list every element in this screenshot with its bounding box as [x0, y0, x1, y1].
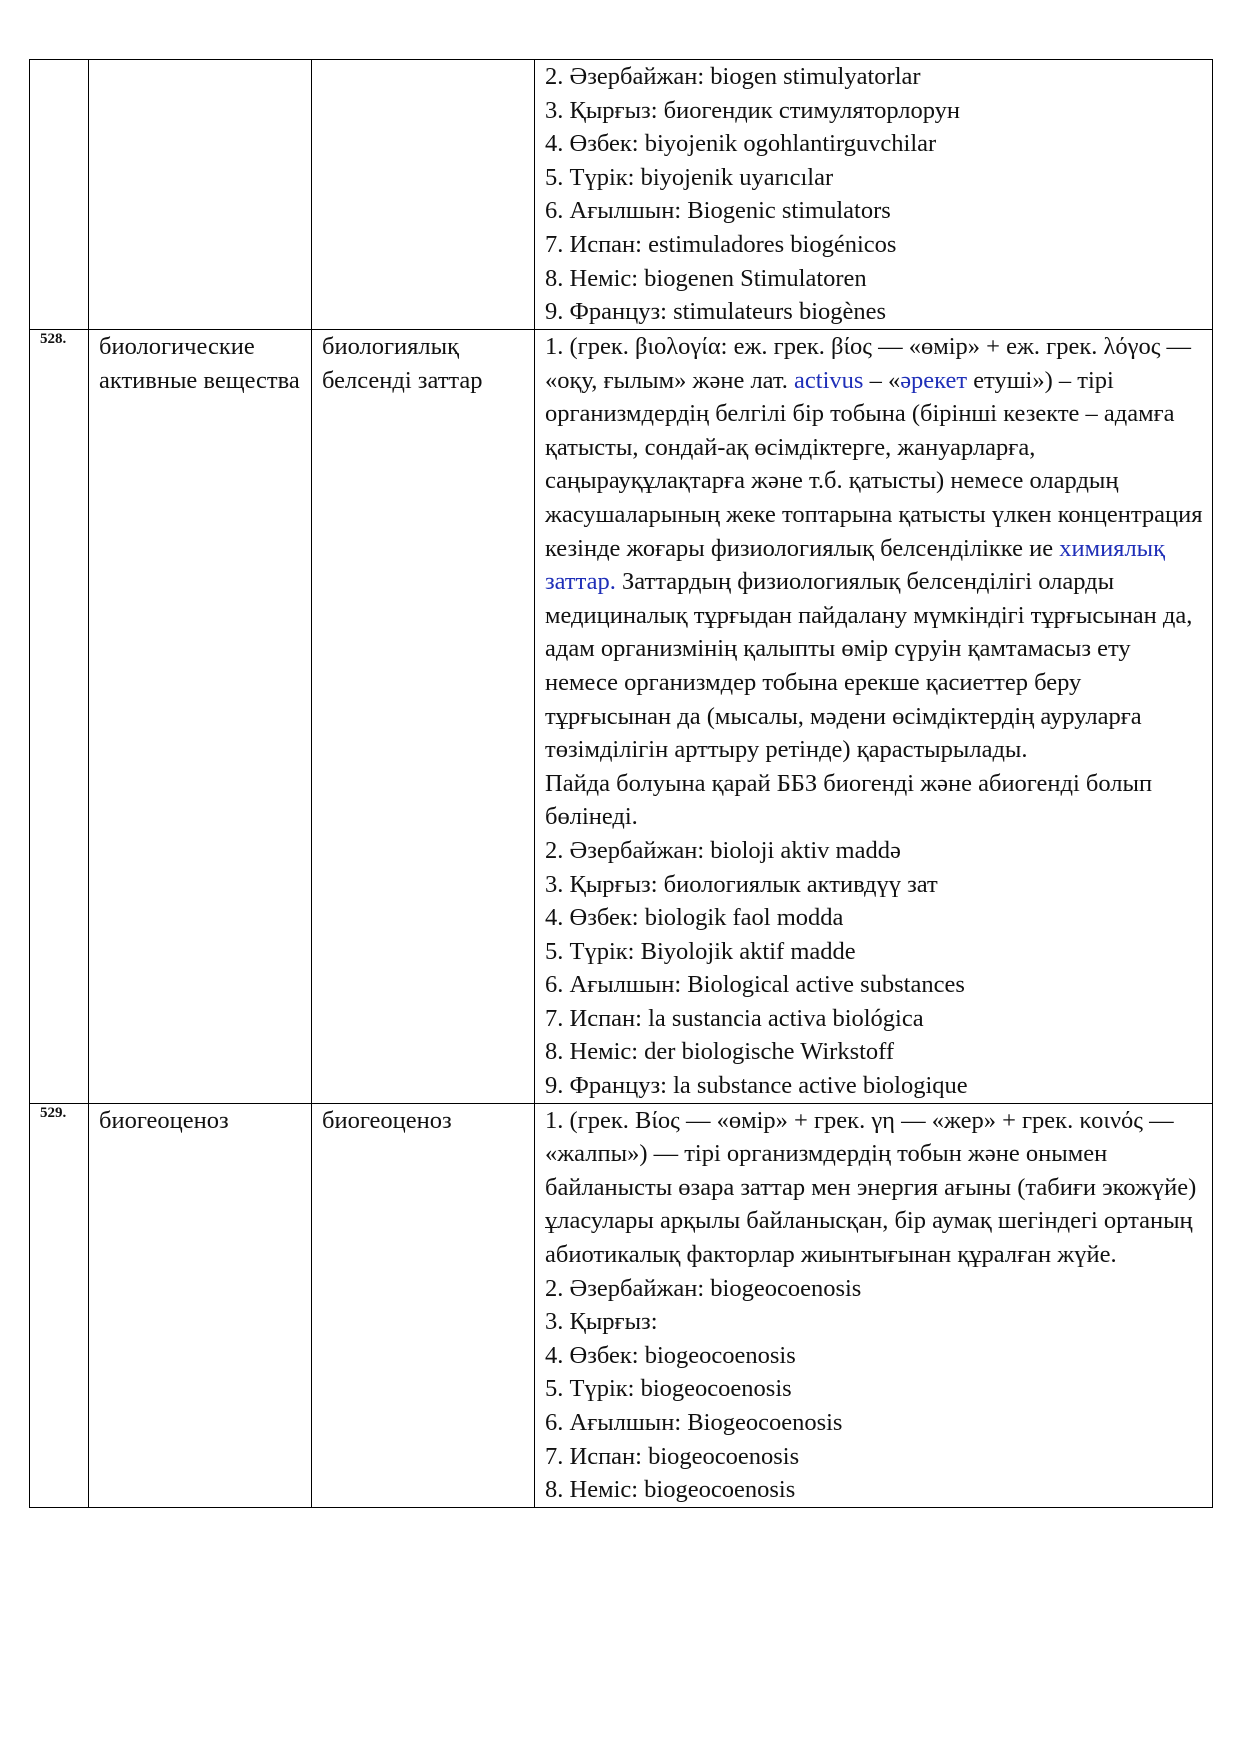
- translation-line: 6. Ағылшын: Biogenic stimulators: [545, 197, 891, 225]
- translation-line: 6. Ағылшын: Biogeocoenosis: [545, 1409, 843, 1436]
- definition-text: – «: [863, 366, 901, 394]
- link-areket[interactable]: әрекет: [900, 366, 968, 394]
- link-chemical-substances[interactable]: химиялық заттар.: [545, 534, 1166, 596]
- translation-line: 4. Өзбек: biologik faol modda: [545, 904, 844, 932]
- term-kk: [312, 330, 535, 1104]
- definition-text: Заттардың физиологиялық белсенділігі оларды медициналық тұрғыдан пайдалану мүмкіндігі тұрғысынан да, адам организмінің қалыпты өмір сүруін қамтамасыз ету немесе организмдер тобына ерекше қасиеттер беру тұрғысынан да (мысалы, мәдени өсімдіктердің ауруларға төзімділігін арттыру ретінде) қарастырылады.: [545, 568, 1193, 764]
- translation-line: 2. Әзербайжан: biogen stimulyatorlar: [545, 63, 921, 90]
- term-kk: [312, 1103, 535, 1507]
- term-ru-cell: [89, 60, 312, 330]
- term-kk-cell: [312, 60, 535, 330]
- term-kk-text: биологиялық белсенді заттар: [322, 333, 483, 394]
- definition-text: 1. (грек. βιολογία: еж. грек. βίος — «өмір» + еж. грек. λόγος — «оқу, ғылым» және лат.: [545, 333, 1192, 394]
- definition-cell: [535, 60, 1213, 330]
- definition-paragraph-2: Пайда болуына қарай ББЗ биогенді және абиогенді болып бөлінеді.: [545, 769, 1153, 831]
- definition-paragraph: 1. (грек. Bίος — «өмір» + грек. γη — «жер» + грек. κοινός — «жалпы») — тірі организмдердің тобын және онымен байланысты өзара заттар мен энергия ағыны (табиғи экожүйе) ұласулары арқылы байланысқан, бір аумақ шегіндегі ортаның абиотикалық факторлар жиынтығынан құралған жүйе.: [545, 1106, 1197, 1269]
- translation-line: 9. Француз: stimulateurs biogènes: [545, 298, 887, 326]
- translation-line: 8. Неміс: biogenen Stimulatoren: [545, 264, 867, 292]
- glossary-table: [29, 59, 1213, 1508]
- translation-line: 8. Неміс: biogeocoenosis: [545, 1476, 796, 1504]
- entry-number: 528.: [30, 330, 89, 1104]
- translation-line: 9. Француз: la substance active biologique: [545, 1072, 968, 1100]
- translation-line: 2. Әзербайжан: biogeocoenosis: [545, 1274, 862, 1302]
- translation-line: 8. Неміс: der biologische Wirkstoff: [545, 1038, 895, 1066]
- term-kk-text: биогеоценоз: [322, 1106, 452, 1134]
- term-ru: [89, 1103, 312, 1507]
- number-cell: [30, 60, 89, 330]
- translation-line: 5. Түрік: biyojenik uyarıcılar: [545, 163, 834, 191]
- definition-cell: [535, 1103, 1213, 1507]
- translation-line: 4. Өзбек: biyojenik ogohlantirguvchilar: [545, 130, 937, 158]
- table-row-528: [30, 330, 1213, 1104]
- translation-line: 7. Испан: estimuladores biogénicos: [545, 230, 897, 258]
- translation-line: 5. Түрік: Biyolojik aktif madde: [545, 937, 856, 965]
- definition-text: етуші») – тірі организмдердің белгілі бір тобына (бірінші кезекте – адамға қатысты, сондай-ақ өсімдіктерге, жануарларға, саңырауқұлақтарға және т.б. қатысты) немесе олардың жасушаларының жеке топтарына қатысты үлкен концентрация кезінде жоғары физиологиялық белсенділікке ие: [545, 366, 1203, 562]
- translation-line: 2. Әзербайжан: bioloji aktiv maddə: [545, 836, 901, 864]
- translation-line: 4. Өзбек: biogeocoenosis: [545, 1341, 796, 1369]
- table-row-continuation: [30, 60, 1213, 330]
- translation-line: 3. Қырғыз: биогендик стимуляторлорун: [545, 96, 961, 124]
- translation-line: 7. Испан: biogeocoenosis: [545, 1442, 800, 1470]
- translation-line: 6. Ағылшын: Biological active substances: [545, 971, 965, 999]
- link-activus[interactable]: activus: [794, 366, 864, 394]
- term-ru-text: биологические активные вещества: [99, 333, 300, 394]
- translation-line: 3. Қырғыз:: [545, 1308, 658, 1336]
- term-ru: [89, 330, 312, 1104]
- entry-number: 529.: [30, 1103, 89, 1507]
- term-ru-text: биогеоценоз: [99, 1106, 229, 1134]
- translation-line: 7. Испан: la sustancia activa biológica: [545, 1004, 924, 1032]
- translation-line: 3. Қырғыз: биологиялык активдүү зат: [545, 870, 938, 898]
- definition-paragraph: [545, 330, 1204, 767]
- table-row-529: [30, 1103, 1213, 1507]
- definition-cell: [535, 330, 1213, 1104]
- translation-line: 5. Түрік: biogeocoenosis: [545, 1375, 792, 1403]
